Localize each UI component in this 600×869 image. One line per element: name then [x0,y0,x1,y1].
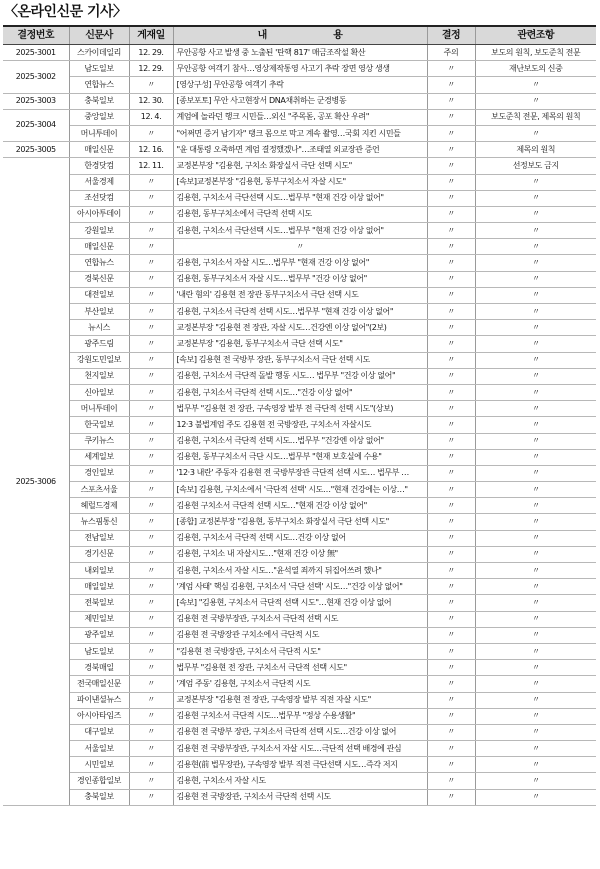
clause-cell: 〃 [475,304,596,320]
decision-cell: 〃 [427,660,475,676]
date-cell: 〃 [129,579,173,595]
table-row [3,563,596,579]
decision-number-cell: 2025-3004 [3,109,69,141]
newspaper-cell: 경인일보 [69,465,129,481]
decision-cell: 〃 [427,433,475,449]
decision-number-cell: 2025-3001 [3,45,69,61]
table-row [3,109,596,125]
newspaper-cell: 서울경제 [69,174,129,190]
table-row [3,708,596,724]
newspaper-cell: 뉴시스 [69,320,129,336]
content-cell: [종합] 교정본부장 "김용현, 동부구치소 화장실서 극단 선택 시도" [173,514,427,530]
decision-cell: 〃 [427,77,475,93]
newspaper-cell: 스카이데일리 [69,45,129,61]
newspaper-cell: 매일신문 [69,239,129,255]
date-cell: 12. 29. [129,61,173,77]
newspaper-cell: 머니투데이 [69,401,129,417]
content-cell: 김용현, 구치소서 극단적 선택 시도…법무부 "건강엔 이상 없어" [173,433,427,449]
newspaper-cell: 세계일보 [69,449,129,465]
newspaper-cell: 머니투데이 [69,125,129,141]
date-cell: 〃 [129,190,173,206]
clause-cell: 〃 [475,563,596,579]
date-cell: 〃 [129,239,173,255]
table-row [3,595,596,611]
content-cell: '내란 혐의' 김용현 전 장관 동부구치소서 극단 선택 시도 [173,287,427,303]
content-cell: 김용현, 구치소서 극단적 선택 시도…"건강 이상 없어" [173,384,427,400]
content-cell: 김용현 전 국방부 장관, 구치소서 극단적 선택 시도…건강 이상 없어 [173,724,427,740]
newspaper-cell: 아시아투데이 [69,206,129,222]
decision-number-cell: 2025-3002 [3,61,69,93]
newspaper-cell: 내외일보 [69,563,129,579]
table-row [3,482,596,498]
clause-cell: 〃 [475,724,596,740]
clause-cell: 〃 [475,384,596,400]
decision-cell: 〃 [427,109,475,125]
newspaper-cell: 한국일보 [69,417,129,433]
newspaper-cell: 한경닷컴 [69,158,129,174]
content-cell: "윤 대통령 오죽하면 계엄 결정했겠나"…조태열 외교장관 증언 [173,142,427,158]
clause-cell: 〃 [475,255,596,271]
table-row [3,223,596,239]
clause-cell: 선정보도 금지 [475,158,596,174]
content-cell: 김용현, 구치소서 극단적 선택 시도…건강 이상 없어 [173,530,427,546]
table-row [3,433,596,449]
table-row [3,304,596,320]
newspaper-cell: 대구일보 [69,724,129,740]
clause-cell: 〃 [475,239,596,255]
content-cell: 12·3 불법계엄 주도 김용현 전 국방장관, 구치소서 자살시도 [173,417,427,433]
header-content: 내 용 [173,26,427,45]
clause-cell: 〃 [475,595,596,611]
table-row [3,77,596,93]
date-cell: 〃 [129,563,173,579]
clause-cell: 재난보도의 신중 [475,61,596,77]
decision-cell: 〃 [427,61,475,77]
newspaper-cell: 연합뉴스 [69,255,129,271]
newspaper-cell: 아시아타임즈 [69,708,129,724]
newspaper-cell: 뉴스핌통신 [69,514,129,530]
date-cell: 〃 [129,287,173,303]
date-cell: 〃 [129,336,173,352]
decision-cell: 〃 [427,514,475,530]
decision-cell: 〃 [427,368,475,384]
content-cell: 교정본부장 "김용현 전 장관, 구속영장 발부 직전 자살 시도" [173,692,427,708]
clause-cell: 〃 [475,223,596,239]
content-cell: 법무부 "김용현 전 장관, 구속영장 발부 전 극단적 선택 시도"(상보) [173,401,427,417]
header-date: 게재일 [129,26,173,45]
clause-cell: 〃 [475,627,596,643]
decision-cell: 〃 [427,595,475,611]
clause-cell: 〃 [475,546,596,562]
clause-cell: 〃 [475,336,596,352]
newspaper-cell: 시민일보 [69,757,129,773]
content-cell: [속보] 김용현, 구치소에서 '극단적 선택' 시도…"현재 건강에는 이상…" [173,482,427,498]
date-cell: 〃 [129,789,173,805]
date-cell: 〃 [129,206,173,222]
date-cell: 〃 [129,757,173,773]
date-cell: 〃 [129,676,173,692]
content-cell: 김용현(前 법무장관), 구속영장 발부 직전 극단선택 시도…즉각 저지 [173,757,427,773]
newspaper-cell: 서울일보 [69,741,129,757]
clause-cell: 〃 [475,611,596,627]
decision-cell: 〃 [427,692,475,708]
clause-cell: 〃 [475,287,596,303]
clause-cell: 〃 [475,676,596,692]
content-cell: 무안공항 여객기 참사…영상제작통영 사고기 추락 장면 영상 생생 [173,61,427,77]
content-cell: 김용현 전 국방부장관, 구치소서 자살 시도…극단적 선택 배경에 관심 [173,741,427,757]
clause-cell: 〃 [475,401,596,417]
clause-cell: 〃 [475,368,596,384]
decision-cell: 〃 [427,287,475,303]
decision-cell: 〃 [427,336,475,352]
clause-cell: 〃 [475,789,596,805]
date-cell: 〃 [129,433,173,449]
decision-cell: 〃 [427,125,475,141]
date-cell: 〃 [129,708,173,724]
decision-cell: 〃 [427,611,475,627]
date-cell: 〃 [129,271,173,287]
table-row [3,271,596,287]
decision-cell: 〃 [427,579,475,595]
decision-cell: 〃 [427,708,475,724]
decision-cell: 〃 [427,789,475,805]
table-row [3,724,596,740]
table-row [3,336,596,352]
content-cell: 김용현, 구치소서 극단선택 시도…법무부 "현재 건강 이상 없어" [173,223,427,239]
date-cell: 〃 [129,352,173,368]
date-cell: 〃 [129,546,173,562]
decision-cell: 〃 [427,206,475,222]
newspaper-cell: 신아일보 [69,384,129,400]
date-cell: 12. 16. [129,142,173,158]
date-cell: 〃 [129,368,173,384]
newspaper-cell: 광주일보 [69,627,129,643]
newspaper-cell: 충북일보 [69,789,129,805]
decision-cell: 〃 [427,255,475,271]
content-cell: 김용현, 동부구치소서 극단 시도…법무부 "현재 보호실에 수용" [173,449,427,465]
table-row [3,174,596,190]
table-row [3,741,596,757]
newspaper-cell: 매일신문 [69,142,129,158]
date-cell: 〃 [129,449,173,465]
clause-cell: 〃 [475,757,596,773]
newspaper-cell: 남도일보 [69,643,129,659]
date-cell: 12. 30. [129,93,173,109]
newspaper-cell: 중앙일보 [69,109,129,125]
content-cell: 김용현, 동부구치소에서 극단적 선택 시도 [173,206,427,222]
date-cell: 〃 [129,417,173,433]
decision-cell: 〃 [427,757,475,773]
clause-cell: 〃 [475,465,596,481]
newspaper-cell: 경북매일 [69,660,129,676]
content-cell: "어쩌면 증거 남기자" 탱크 몸으로 막고 계속 촬영…국회 지킨 시민들 [173,125,427,141]
newspaper-cell: 제민일보 [69,611,129,627]
newspaper-cell: 전남일보 [69,530,129,546]
newspaper-cell: 광주드림 [69,336,129,352]
section-title: 〈온라인신문 기사〉 [4,4,127,20]
date-cell: 〃 [129,643,173,659]
content-cell: 〃 [173,239,427,255]
content-cell: [속보] "김용현, 구치소서 극단적 선택 시도"…현재 건강 이상 없어 [173,595,427,611]
newspaper-cell: 연합뉴스 [69,77,129,93]
date-cell: 〃 [129,125,173,141]
content-cell: 김용현 전 국방장관, 구치소서 극단적 선택 시도 [173,789,427,805]
table-row [3,627,596,643]
content-cell: 김용현 전 국방장관 구치소에서 극단적 시도 [173,627,427,643]
date-cell: 〃 [129,174,173,190]
decision-cell: 〃 [427,320,475,336]
decision-cell: 〃 [427,158,475,174]
clause-cell: 〃 [475,643,596,659]
date-cell: 〃 [129,384,173,400]
clause-cell: 〃 [475,773,596,789]
table-row [3,546,596,562]
table-row [3,789,596,805]
decision-cell: 〃 [427,304,475,320]
newspaper-cell: 전국매일신문 [69,676,129,692]
date-cell: 〃 [129,627,173,643]
decision-cell: 〃 [427,417,475,433]
clause-cell: 〃 [475,320,596,336]
header-clause: 관련조항 [475,26,596,45]
table-row [3,579,596,595]
decision-cell: 〃 [427,384,475,400]
date-cell: 〃 [129,401,173,417]
table-row [3,61,596,77]
content-cell: 김용현, 구치소서 자살 시도 [173,773,427,789]
table-row [3,643,596,659]
date-cell: 〃 [129,255,173,271]
clause-cell: 〃 [475,125,596,141]
decision-cell: 〃 [427,465,475,481]
date-cell: 12. 11. [129,158,173,174]
decision-cell: 〃 [427,563,475,579]
decision-cell: 〃 [427,546,475,562]
decision-cell: 〃 [427,271,475,287]
decision-cell: 〃 [427,190,475,206]
newspaper-cell: 경북신문 [69,271,129,287]
content-cell: [속보]교정본부장 "김용현, 동부구치소서 자살 시도" [173,174,427,190]
table-row [3,417,596,433]
newspaper-cell: 남도일보 [69,61,129,77]
newspaper-cell: 경기신문 [69,546,129,562]
table-row [3,530,596,546]
content-cell: 김용현 구치소서 극단적 선택 시도…"현재 건강 이상 없어" [173,498,427,514]
content-cell: 법무부 "김용현 전 장관, 구치소서 극단적 선택 시도" [173,660,427,676]
decision-number-cell: 2025-3003 [3,93,69,109]
clause-cell: 〃 [475,449,596,465]
table-row [3,287,596,303]
header-decision-no: 결정번호 [3,26,69,45]
table-row [3,239,596,255]
decision-cell: 〃 [427,142,475,158]
newspaper-cell: 강원일보 [69,223,129,239]
table-row [3,660,596,676]
table-row [3,401,596,417]
table-row [3,158,596,174]
clause-cell: 〃 [475,206,596,222]
clause-cell: 〃 [475,579,596,595]
table-row [3,206,596,222]
decision-cell: 〃 [427,724,475,740]
clause-cell: 〃 [475,514,596,530]
decision-cell: 〃 [427,482,475,498]
clause-cell: 〃 [475,692,596,708]
clause-cell: 〃 [475,482,596,498]
date-cell: 〃 [129,304,173,320]
newspaper-cell: 조선닷컴 [69,190,129,206]
table-row [3,190,596,206]
decision-number-cell: 2025-3005 [3,142,69,158]
newspaper-cell: 부산일보 [69,304,129,320]
header-newspaper: 신문사 [69,26,129,45]
content-cell: 교정본부장 "김용현 전 장관, 자살 시도…건강엔 이상 없어"(2보) [173,320,427,336]
content-cell: 교정본부장 "김용현, 구치소 화장실서 극단 선택 시도" [173,158,427,174]
content-cell: 김용현, 구치소서 극단적 돌발 행동 시도… 법무부 "건강 이상 없어" [173,368,427,384]
decision-cell: 〃 [427,530,475,546]
newspaper-cell: 강원도민일보 [69,352,129,368]
decision-cell: 주의 [427,45,475,61]
newspaper-cell: 대전일보 [69,287,129,303]
content-cell: 무안공항 사고 발생 중 노출된 '탄핵 817' 매금조작설 확산 [173,45,427,61]
newspaper-cell: 쿠키뉴스 [69,433,129,449]
clause-cell: 〃 [475,174,596,190]
table-body [3,45,596,806]
content-cell: '12·3 내란' 주동자 김용현 전 국방부장관 극단적 선택 시도… 법무부 … [173,465,427,481]
content-cell: '계엄 주동' 김용현, 구치소서 극단적 시도 [173,676,427,692]
decision-cell: 〃 [427,741,475,757]
clause-cell: 〃 [475,498,596,514]
content-cell: [속보] 김용현 전 국방부 장관, 동부구치소서 극단 선택 시도 [173,352,427,368]
content-cell: 김용현, 구치소 내 자살시도…"현재 건강 이상 無" [173,546,427,562]
table-row [3,125,596,141]
content-cell: 교정본부장 "김용현, 동부구치소서 극단 선택 시도" [173,336,427,352]
table-row [3,611,596,627]
clause-cell: 〃 [475,660,596,676]
table-row [3,514,596,530]
table-row [3,692,596,708]
table-row [3,255,596,271]
date-cell: 〃 [129,741,173,757]
content-cell: "김용현 전 국방장관, 구치소서 극단적 시도" [173,643,427,659]
clause-cell: 〃 [475,190,596,206]
table-row [3,773,596,789]
date-cell: 〃 [129,692,173,708]
date-cell: 〃 [129,773,173,789]
content-cell: 계엄에 놀라던 행크 시민들…외신 "주목돋, 공포 확산 우려" [173,109,427,125]
decision-cell: 〃 [427,352,475,368]
table-row [3,676,596,692]
content-cell: 김용현 전 국방부장관, 구치소서 극단적 선택 시도 [173,611,427,627]
content-cell: 김용현 구치소서 극단적 시도…법무부 "정상 수용생활" [173,708,427,724]
clause-cell: 보도의 원칙, 보도준칙 전문 [475,45,596,61]
newspaper-cell: 경인종합일보 [69,773,129,789]
date-cell: 〃 [129,498,173,514]
clause-cell: 〃 [475,417,596,433]
decision-cell: 〃 [427,93,475,109]
content-cell: [종보포토] 무안 사고현장서 DNA채취하는 군경병동 [173,93,427,109]
date-cell: 〃 [129,77,173,93]
newspaper-cell: 스포츠서울 [69,482,129,498]
table-row [3,142,596,158]
table-header-row [3,26,596,45]
decision-cell: 〃 [427,498,475,514]
decision-number-cell: 2025-3006 [3,158,69,806]
content-cell: [영상구성] 무안공항 여객기 추락 [173,77,427,93]
table-row [3,384,596,400]
table-row [3,449,596,465]
decisions-table [3,25,596,806]
clause-cell: 〃 [475,530,596,546]
table-row [3,757,596,773]
content-cell: 김용현, 구치소서 자살 시도…법무부 "현재 건강 이상 없어" [173,255,427,271]
clause-cell: 〃 [475,708,596,724]
date-cell: 〃 [129,514,173,530]
decision-cell: 〃 [427,643,475,659]
newspaper-cell: 충북일보 [69,93,129,109]
table-row [3,93,596,109]
header-decision: 결정 [427,26,475,45]
newspaper-cell: 파이낸셜뉴스 [69,692,129,708]
clause-cell: 〃 [475,741,596,757]
decision-cell: 〃 [427,449,475,465]
newspaper-cell: 전북일보 [69,595,129,611]
table-row [3,368,596,384]
clause-cell: 보도준칙 전문, 제목의 원칙 [475,109,596,125]
decision-cell: 〃 [427,773,475,789]
date-cell: 〃 [129,724,173,740]
content-cell: 김용현, 동부구치소서 자살 시도…법무부 "건강 이상 없어" [173,271,427,287]
content-cell: '계엄 사태' 핵심 김용현, 구치소서 '극단 선택' 시도…"건강 이상 없어" [173,579,427,595]
newspaper-cell: 헤럴드경제 [69,498,129,514]
date-cell: 〃 [129,465,173,481]
decision-cell: 〃 [427,174,475,190]
date-cell: 12. 4. [129,109,173,125]
decision-cell: 〃 [427,223,475,239]
clause-cell: 제목의 원칙 [475,142,596,158]
newspaper-cell: 천지일보 [69,368,129,384]
newspaper-cell: 매일일보 [69,579,129,595]
content-cell: 김용현, 구치소서 자살 시도…"윤석열 죄까지 뒤집어쓰려 했나" [173,563,427,579]
date-cell: 〃 [129,595,173,611]
date-cell: 〃 [129,320,173,336]
table-row [3,352,596,368]
date-cell: 〃 [129,530,173,546]
date-cell: 〃 [129,482,173,498]
date-cell: 12. 29. [129,45,173,61]
decision-cell: 〃 [427,401,475,417]
table-row [3,465,596,481]
content-cell: 김용현, 구치소서 극단선택 시도…법무부 "현재 건강 이상 없어" [173,190,427,206]
clause-cell: 〃 [475,271,596,287]
content-cell: 김용현, 구치소서 극단적 선택 시도…법무부 "현재 건강 이상 없어" [173,304,427,320]
date-cell: 〃 [129,660,173,676]
decision-cell: 〃 [427,239,475,255]
table-row [3,320,596,336]
clause-cell: 〃 [475,77,596,93]
decision-cell: 〃 [427,627,475,643]
clause-cell: 〃 [475,93,596,109]
table-row [3,45,596,61]
clause-cell: 〃 [475,352,596,368]
date-cell: 〃 [129,223,173,239]
date-cell: 〃 [129,611,173,627]
clause-cell: 〃 [475,433,596,449]
decision-cell: 〃 [427,676,475,692]
table-row [3,498,596,514]
